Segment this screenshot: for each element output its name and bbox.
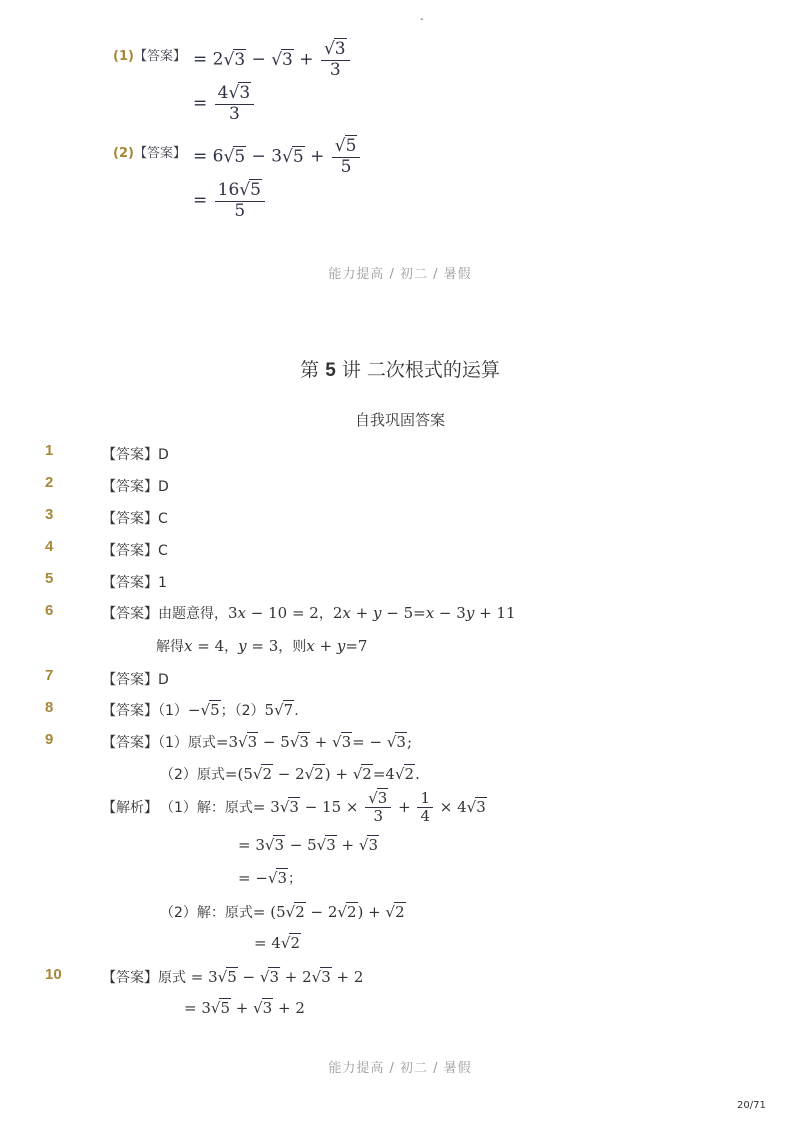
question-number: 4 xyxy=(45,538,54,555)
answer-line: 【答案】1 xyxy=(102,575,167,591)
analysis-line: （2）解：原式= (5√2 − 2√2) + √2 xyxy=(160,903,405,921)
part2-number: (2) xyxy=(113,146,134,161)
part1-answer-tag: 【答案】 xyxy=(133,49,186,64)
part1-eq2: = $\frac{4√3}{3}$ xyxy=(193,84,256,124)
answer-line: 【答案】由题意得，3x − 10 = 2，2x + y − 5=x − 3y + 11 xyxy=(102,604,516,622)
answer-line: 【答案】（1）−√5；（2）5√7. xyxy=(102,701,299,719)
answer-line: 【答案】D xyxy=(102,447,169,463)
part2-eq2: = $\frac{16√5}{5}$ xyxy=(193,181,267,221)
answer-line-continued: = 3√5 + √3 + 2 xyxy=(184,999,305,1017)
answer-line-continued: 解得x = 4，y = 3，则x + y=7 xyxy=(156,637,368,655)
lesson-prefix: 第 xyxy=(300,359,320,381)
answer-line: 【答案】原式 = 3√5 − √3 + 2√3 + 2 xyxy=(102,968,364,986)
header-mark: - xyxy=(420,14,424,25)
part1-eq1: = 2√3 − √3 + $\frac{√3}{3}$ xyxy=(193,40,352,80)
question-number: 9 xyxy=(45,731,54,748)
question-number: 6 xyxy=(45,602,54,619)
section-title: 自我巩固答案 xyxy=(354,411,445,429)
question-number: 8 xyxy=(45,699,54,716)
lesson-title xyxy=(0,355,800,382)
answer-line-continued: （2）原式=(5√2 − 2√2) + √2=4√2. xyxy=(160,765,420,783)
answer-line: 【答案】D xyxy=(102,479,169,495)
analysis-line: （1）解：原式= 3√3 − 15 × $\frac{√3}{3}$ + $\frac{1}{4}$ × 4√3 xyxy=(160,789,486,826)
page-footer-top: 能力提高 / 初二 / 暑假 xyxy=(328,267,472,282)
part1-number: (1) xyxy=(113,49,134,64)
lesson-suffix: 讲 二次根式的运算 xyxy=(341,359,500,381)
part2-eq1: = 6√5 − 3√5 + $\frac{√5}{5}$ xyxy=(193,137,362,177)
answer-line: 【答案】C xyxy=(102,543,168,559)
analysis-line: = 4√2 xyxy=(254,934,300,952)
lesson-number: 5 xyxy=(325,360,336,381)
part2-label xyxy=(113,142,186,161)
question-number: 10 xyxy=(45,966,62,983)
analysis-line: = −√3； xyxy=(238,869,303,887)
question-number: 5 xyxy=(45,570,54,587)
answer-line: 【答案】D xyxy=(102,672,169,688)
question-number: 2 xyxy=(45,474,54,491)
page-footer-bottom: 能力提高 / 初二 / 暑假 xyxy=(328,1061,472,1076)
part2-answer-tag: 【答案】 xyxy=(133,146,186,161)
answer-line: 【答案】C xyxy=(102,511,168,527)
analysis-line: = 3√3 − 5√3 + √3 xyxy=(238,836,378,854)
analysis-tag: 【解析】 xyxy=(102,800,158,816)
question-number: 1 xyxy=(45,442,54,459)
question-number: 3 xyxy=(45,506,54,523)
part1-label xyxy=(113,45,186,64)
answer-line: 【答案】（1）原式=3√3 − 5√3 + √3= − √3; xyxy=(102,733,412,751)
page-number: 20/71 xyxy=(737,1100,766,1111)
question-number: 7 xyxy=(45,667,54,684)
